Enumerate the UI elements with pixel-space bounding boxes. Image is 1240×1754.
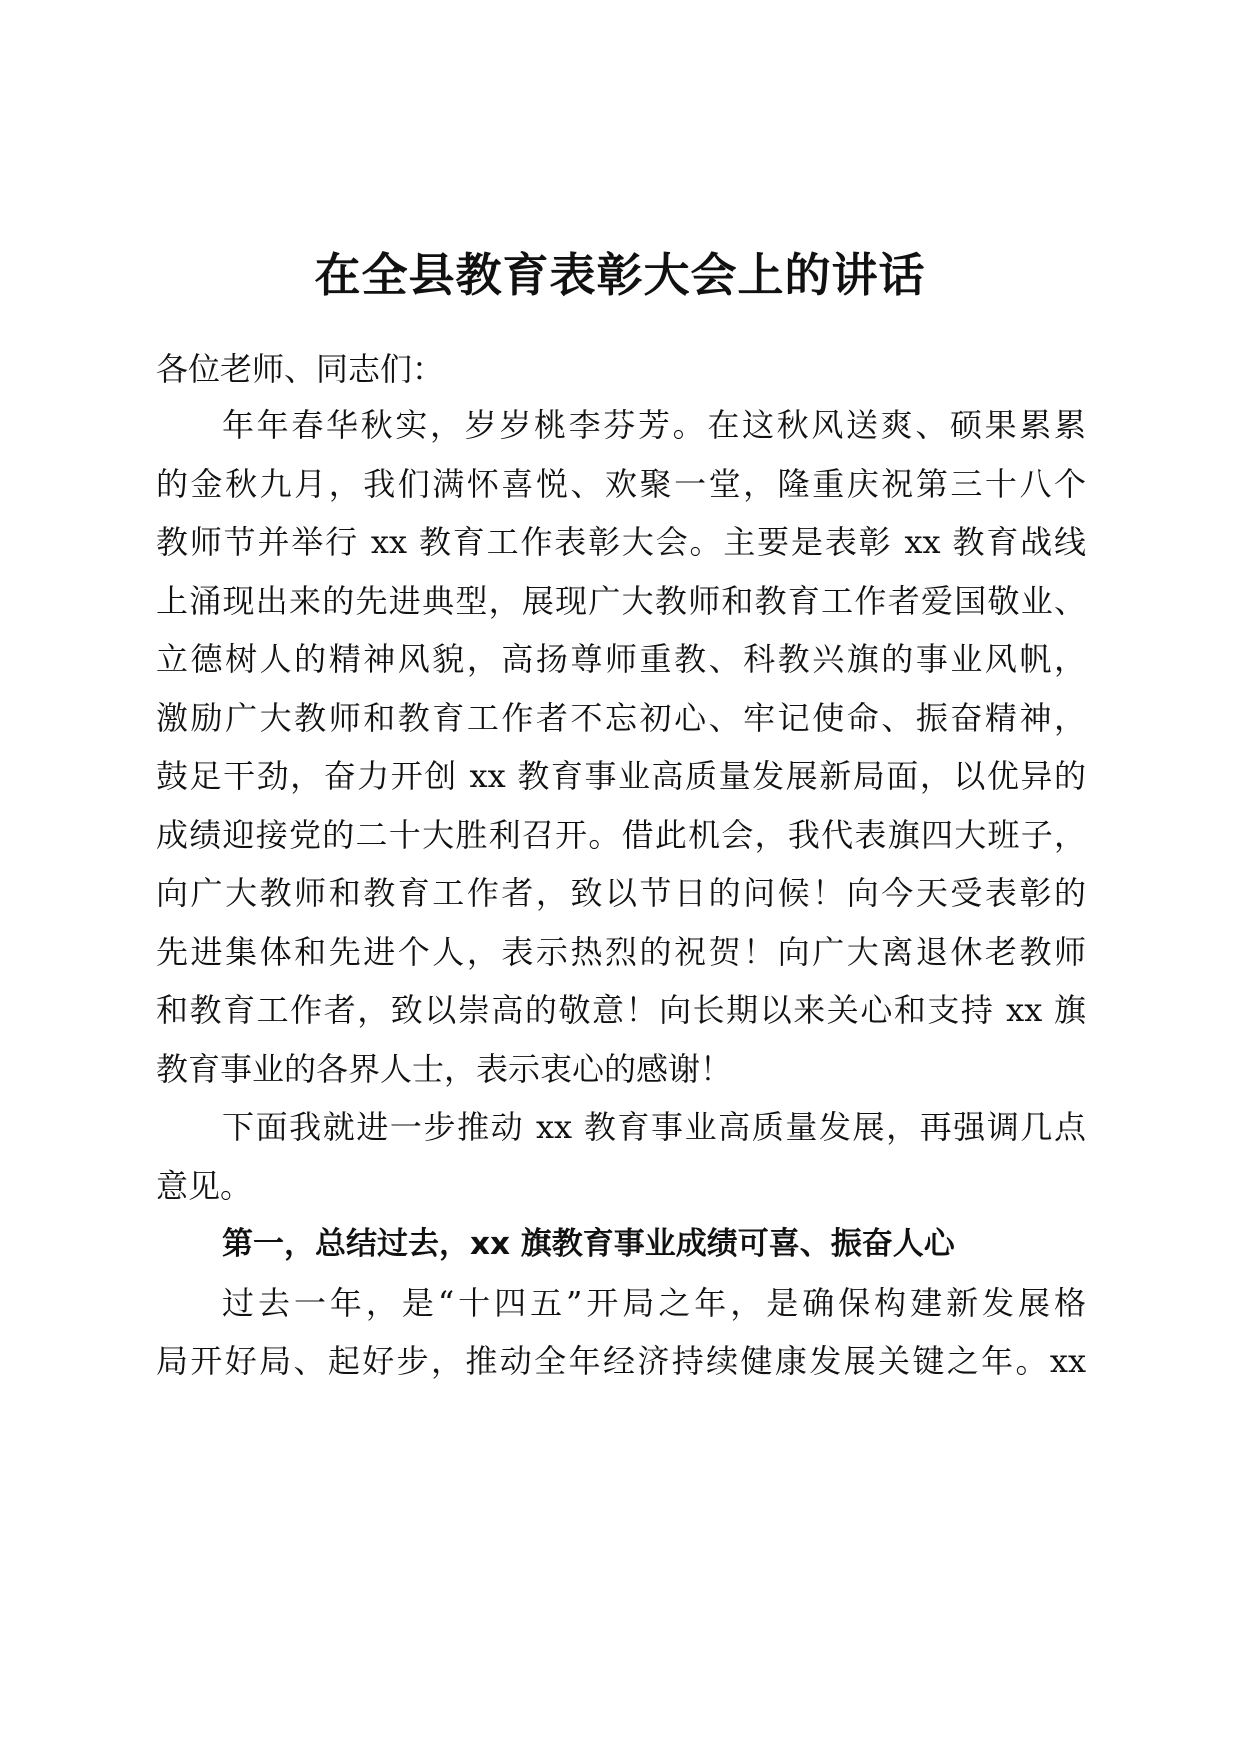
paragraph-line: 下面我就进一步推动 xx 教育事业高质量发展，再强调几点 bbox=[222, 1108, 1086, 1146]
paragraph-line: 教师节并举行 xx 教育工作表彰大会。主要是表彰 xx 教育战线 bbox=[156, 523, 1086, 561]
section-heading: 第一，总结过去，xx 旗教育事业成绩可喜、振奋人心 bbox=[222, 1226, 955, 1262]
paragraph-line: 意见。 bbox=[156, 1167, 253, 1205]
paragraph-line: 鼓足干劲，奋力开创 xx 教育事业高质量发展新局面，以优异的 bbox=[156, 757, 1086, 795]
document-title: 在全县教育表彰大会上的讲话 bbox=[314, 248, 926, 302]
paragraph-line: 先进集体和先进个人，表示热烈的祝贺！向广大离退休老教师 bbox=[156, 933, 1086, 971]
paragraph-line: 局开好局、起好步，推动全年经济持续健康发展关键之年。xx bbox=[156, 1342, 1086, 1380]
paragraph-line: 和教育工作者，致以崇高的敬意！向长期以来关心和支持 xx 旗 bbox=[156, 991, 1086, 1029]
paragraph-line: 向广大教师和教育工作者，致以节日的问候！向今天受表彰的 bbox=[156, 874, 1086, 912]
paragraph-line: 教育事业的各界人士，表示衷心的感谢！ bbox=[156, 1050, 733, 1088]
paragraph-line: 年年春华秋实，岁岁桃李芬芳。在这秋风送爽、硕果累累 bbox=[222, 406, 1086, 444]
salutation: 各位老师、同志们： bbox=[156, 350, 445, 388]
paragraph-line: 激励广大教师和教育工作者不忘初心、牢记使命、振奋精神， bbox=[156, 699, 1086, 737]
paragraph-line: 的金秋九月，我们满怀喜悦、欢聚一堂，隆重庆祝第三十八个 bbox=[156, 465, 1086, 503]
paragraph-line: 上涌现出来的先进典型，展现广大教师和教育工作者爱国敬业、 bbox=[156, 582, 1086, 620]
paragraph-line: 成绩迎接党的二十大胜利召开。借此机会，我代表旗四大班子， bbox=[156, 816, 1086, 854]
paragraph-line: 立德树人的精神风貌，高扬尊师重教、科教兴旗的事业风帆， bbox=[156, 640, 1086, 678]
paragraph-line: 过去一年，是“十四五”开局之年，是确保构建新发展格 bbox=[222, 1284, 1086, 1322]
